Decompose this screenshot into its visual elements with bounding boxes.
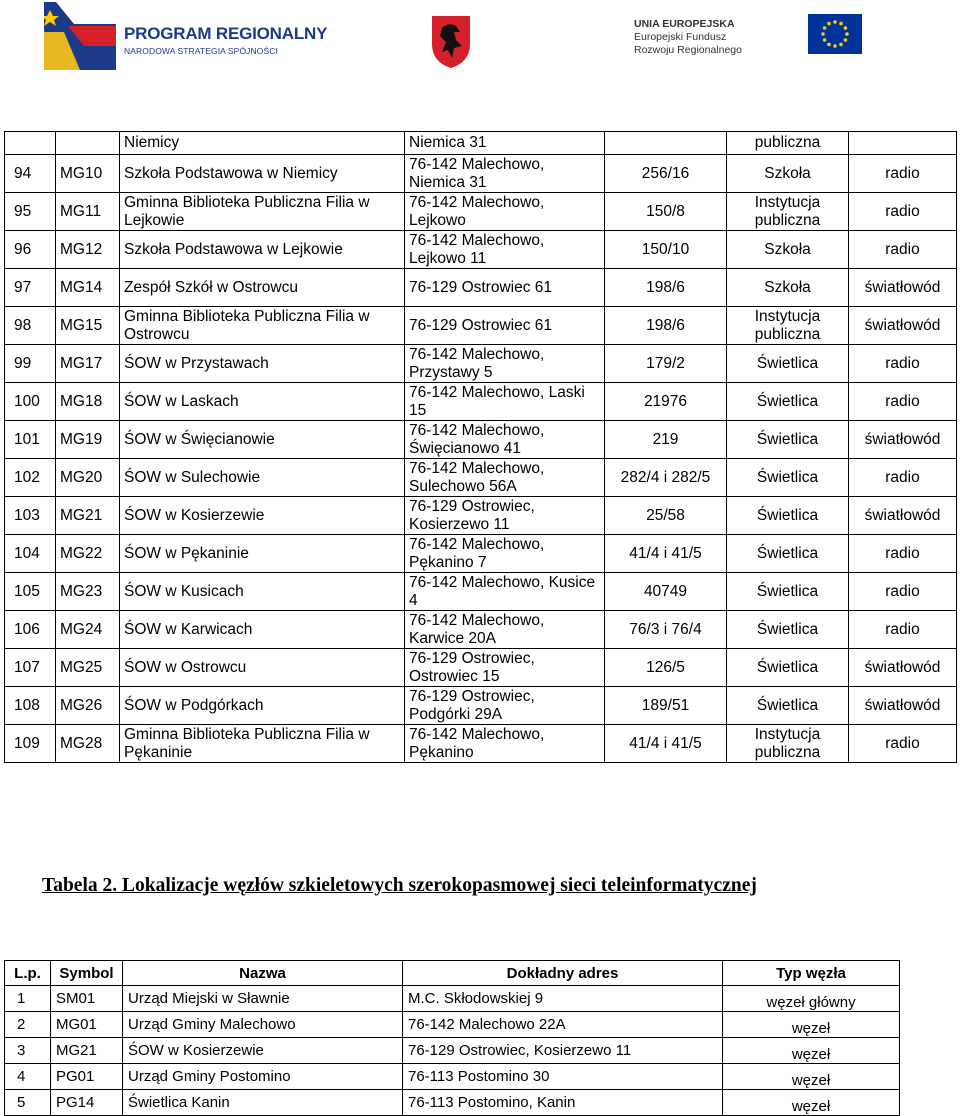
table-row — [5, 1012, 900, 1038]
row-symbol: MG01 — [51, 1012, 123, 1038]
row-symbol: MG23 — [56, 573, 120, 611]
row-symbol: MG21 — [56, 497, 120, 535]
row-symbol: MG15 — [56, 307, 120, 345]
row-symbol: MG18 — [56, 383, 120, 421]
row-type: Szkoła — [727, 155, 849, 193]
row-address: 76-142 Malechowo 22A — [403, 1012, 723, 1038]
row-symbol: MG11 — [56, 193, 120, 231]
row-connection: radio — [849, 611, 957, 649]
row-symbol: PG14 — [51, 1090, 123, 1116]
row-symbol: MG26 — [56, 687, 120, 725]
nodes-table-body — [5, 132, 957, 763]
row-name: Gminna Biblioteka Publiczna Filia w Lejkowie — [120, 193, 405, 231]
row-type: Świetlica — [727, 573, 849, 611]
table-row — [5, 231, 957, 269]
header-node-type: Typ węzła — [723, 961, 900, 986]
row-lp: 101 — [5, 421, 56, 459]
row-address: 76-142 Malechowo, Karwice 20A — [405, 611, 605, 649]
row-connection: światłowód — [849, 421, 957, 459]
row-symbol: MG17 — [56, 345, 120, 383]
row-lp: 1 — [5, 986, 51, 1012]
row-connection: radio — [849, 345, 957, 383]
row-symbol: PG01 — [51, 1064, 123, 1090]
table-row — [5, 986, 900, 1012]
row-type: Świetlica — [727, 535, 849, 573]
row-connection: światłowód — [849, 497, 957, 535]
table-row — [5, 132, 957, 155]
row-address: 76-142 Malechowo, Lejkowo 11 — [405, 231, 605, 269]
table-cell — [5, 132, 56, 155]
row-address: 76-129 Ostrowiec, Podgórki 29A — [405, 687, 605, 725]
row-plot: 256/16 — [605, 155, 727, 193]
row-name: Urząd Gminy Malechowo — [123, 1012, 403, 1038]
row-name: Szkoła Podstawowa w Lejkowie — [120, 231, 405, 269]
row-plot: 198/6 — [605, 307, 727, 345]
row-name: Urząd Miejski w Sławnie — [123, 986, 403, 1012]
row-lp: 98 — [5, 307, 56, 345]
row-name: ŚOW w Ostrowcu — [120, 649, 405, 687]
row-address: 76-142 Malechowo, Laski 15 — [405, 383, 605, 421]
row-lp: 106 — [5, 611, 56, 649]
row-node-type: węzeł — [723, 1090, 900, 1116]
row-plot: 41/4 i 41/5 — [605, 725, 727, 763]
table-row — [5, 421, 957, 459]
row-lp: 4 — [5, 1064, 51, 1090]
row-type: Świetlica — [727, 383, 849, 421]
table-cell — [605, 132, 727, 155]
header-lp: L.p. — [5, 961, 51, 986]
table-row — [5, 649, 957, 687]
row-connection: radio — [849, 383, 957, 421]
row-connection: radio — [849, 155, 957, 193]
row-symbol: MG10 — [56, 155, 120, 193]
row-lp: 107 — [5, 649, 56, 687]
row-type: Szkoła — [727, 231, 849, 269]
row-connection: światłowód — [849, 269, 957, 307]
row-address: Niemica 31 — [405, 132, 605, 155]
table-row — [5, 307, 957, 345]
row-symbol: MG14 — [56, 269, 120, 307]
program-title: PROGRAM REGIONALNY — [124, 24, 328, 43]
backbone-nodes-table — [4, 960, 899, 1116]
row-name: ŚOW w Kosierzewie — [120, 497, 405, 535]
row-symbol: MG21 — [51, 1038, 123, 1064]
table-row — [5, 345, 957, 383]
row-plot: 189/51 — [605, 687, 727, 725]
table-cell — [56, 132, 120, 155]
row-lp: 103 — [5, 497, 56, 535]
row-symbol: MG28 — [56, 725, 120, 763]
row-type: Instytucja publiczna — [727, 725, 849, 763]
row-symbol: MG25 — [56, 649, 120, 687]
row-type: Świetlica — [727, 459, 849, 497]
row-address: 76-129 Ostrowiec, Ostrowiec 15 — [405, 649, 605, 687]
program-regionalny-logo — [44, 2, 328, 70]
row-lp: 105 — [5, 573, 56, 611]
row-name: Niemicy — [120, 132, 405, 155]
row-lp: 99 — [5, 345, 56, 383]
row-symbol: MG24 — [56, 611, 120, 649]
row-address: 76-113 Postomino, Kanin — [403, 1090, 723, 1116]
row-connection: światłowód — [849, 307, 957, 345]
row-address: 76-142 Malechowo, Pękanino 7 — [405, 535, 605, 573]
eu-line-1: UNIA EUROPEJSKA — [634, 18, 735, 30]
row-connection: radio — [849, 573, 957, 611]
row-address: M.C. Skłodowskiej 9 — [403, 986, 723, 1012]
row-address: 76-142 Malechowo, Przystawy 5 — [405, 345, 605, 383]
table-row — [5, 1064, 900, 1090]
row-address: 76-129 Ostrowiec 61 — [405, 307, 605, 345]
row-type: Świetlica — [727, 497, 849, 535]
eu-line-2: Europejski Fundusz — [634, 31, 727, 43]
row-address: 76-129 Ostrowiec, Kosierzewo 11 — [405, 497, 605, 535]
row-symbol: MG22 — [56, 535, 120, 573]
row-address: 76-142 Malechowo, Niemica 31 — [405, 155, 605, 193]
backbone-nodes-table-body — [5, 986, 900, 1116]
row-name: Gminna Biblioteka Publiczna Filia w Pękaninie — [120, 725, 405, 763]
table-row — [5, 611, 957, 649]
row-connection: światłowód — [849, 687, 957, 725]
row-connection: radio — [849, 535, 957, 573]
row-name: Urząd Gminy Postomino — [123, 1064, 403, 1090]
row-type: Świetlica — [727, 687, 849, 725]
row-address: 76-142 Malechowo, Kusice 4 — [405, 573, 605, 611]
table-row — [5, 687, 957, 725]
row-lp: 108 — [5, 687, 56, 725]
row-connection: radio — [849, 459, 957, 497]
row-type: Instytucja publiczna — [727, 193, 849, 231]
eu-line-3: Rozwoju Regionalnego — [634, 44, 742, 56]
row-type: Świetlica — [727, 611, 849, 649]
row-address: 76-142 Malechowo, Pękanino — [405, 725, 605, 763]
row-plot: 76/3 i 76/4 — [605, 611, 727, 649]
row-node-type: węzeł — [723, 1012, 900, 1038]
table-row — [5, 459, 957, 497]
row-lp: 94 — [5, 155, 56, 193]
row-symbol: MG19 — [56, 421, 120, 459]
row-type: Instytucja publiczna — [727, 307, 849, 345]
row-plot: 198/6 — [605, 269, 727, 307]
row-plot: 25/58 — [605, 497, 727, 535]
row-name: ŚOW w Sulechowie — [120, 459, 405, 497]
nodes-table-continued — [4, 131, 956, 763]
row-name: ŚOW w Karwicach — [120, 611, 405, 649]
row-symbol: MG12 — [56, 231, 120, 269]
row-name: Szkoła Podstawowa w Niemicy — [120, 155, 405, 193]
row-name: Zespół Szkół w Ostrowcu — [120, 269, 405, 307]
row-address: 76-142 Malechowo, Lejkowo — [405, 193, 605, 231]
table-row — [5, 269, 957, 307]
row-type: Świetlica — [727, 421, 849, 459]
row-plot: 282/4 i 282/5 — [605, 459, 727, 497]
row-node-type: węzeł — [723, 1064, 900, 1090]
row-address: 76-142 Malechowo, Sulechowo 56A — [405, 459, 605, 497]
row-plot: 40749 — [605, 573, 727, 611]
row-symbol: SM01 — [51, 986, 123, 1012]
row-plot: 219 — [605, 421, 727, 459]
row-type: Świetlica — [727, 345, 849, 383]
row-type: publiczna — [727, 132, 849, 155]
row-name: ŚOW w Pękaninie — [120, 535, 405, 573]
row-name: ŚOW w Święcianowie — [120, 421, 405, 459]
table-row — [5, 497, 957, 535]
program-regionalny-flag-icon — [44, 2, 116, 70]
table-row — [5, 193, 957, 231]
row-plot: 150/8 — [605, 193, 727, 231]
row-connection: radio — [849, 193, 957, 231]
header-symbol: Symbol — [51, 961, 123, 986]
row-lp: 109 — [5, 725, 56, 763]
row-symbol: MG20 — [56, 459, 120, 497]
row-name: ŚOW w Laskach — [120, 383, 405, 421]
program-subtitle: NARODOWA STRATEGIA SPÓJNOŚCI — [124, 46, 278, 56]
row-lp: 2 — [5, 1012, 51, 1038]
row-name: ŚOW w Kusicach — [120, 573, 405, 611]
table-row — [5, 155, 957, 193]
row-node-type: węzeł — [723, 1038, 900, 1064]
row-connection: światłowód — [849, 649, 957, 687]
row-lp: 5 — [5, 1090, 51, 1116]
table-row — [5, 1038, 900, 1064]
row-name: Świetlica Kanin — [123, 1090, 403, 1116]
row-name: ŚOW w Kosierzewie — [123, 1038, 403, 1064]
row-address: 76-113 Postomino 30 — [403, 1064, 723, 1090]
row-type: Szkoła — [727, 269, 849, 307]
row-lp: 102 — [5, 459, 56, 497]
row-lp: 104 — [5, 535, 56, 573]
row-plot: 150/10 — [605, 231, 727, 269]
row-lp: 100 — [5, 383, 56, 421]
row-node-type: węzeł główny — [723, 986, 900, 1012]
row-address: 76-129 Ostrowiec, Kosierzewo 11 — [403, 1038, 723, 1064]
row-type: Świetlica — [727, 649, 849, 687]
table-row — [5, 725, 957, 763]
row-plot: 21976 — [605, 383, 727, 421]
table-row — [5, 573, 957, 611]
row-plot: 179/2 — [605, 345, 727, 383]
row-name: ŚOW w Przystawach — [120, 345, 405, 383]
table-row — [5, 535, 957, 573]
table-2-caption: Tabela 2. Lokalizacje węzłów szkieletowych szerokopasmowej sieci teleinformatycznej — [42, 875, 757, 896]
table-cell — [849, 132, 957, 155]
row-name: ŚOW w Podgórkach — [120, 687, 405, 725]
table-row — [5, 1090, 900, 1116]
table-row — [5, 383, 957, 421]
header-name: Nazwa — [123, 961, 403, 986]
row-lp: 3 — [5, 1038, 51, 1064]
row-lp: 96 — [5, 231, 56, 269]
table-header-row — [5, 961, 900, 986]
row-lp: 95 — [5, 193, 56, 231]
row-name: Gminna Biblioteka Publiczna Filia w Ostrowcu — [120, 307, 405, 345]
row-address: 76-142 Malechowo, Święcianowo 41 — [405, 421, 605, 459]
row-plot: 126/5 — [605, 649, 727, 687]
row-connection: radio — [849, 725, 957, 763]
row-plot: 41/4 i 41/5 — [605, 535, 727, 573]
header-address: Dokładny adres — [403, 961, 723, 986]
row-lp: 97 — [5, 269, 56, 307]
pomorze-griffin-icon — [418, 10, 484, 70]
row-connection: radio — [849, 231, 957, 269]
eu-flag-icon — [808, 14, 862, 54]
row-address: 76-129 Ostrowiec 61 — [405, 269, 605, 307]
